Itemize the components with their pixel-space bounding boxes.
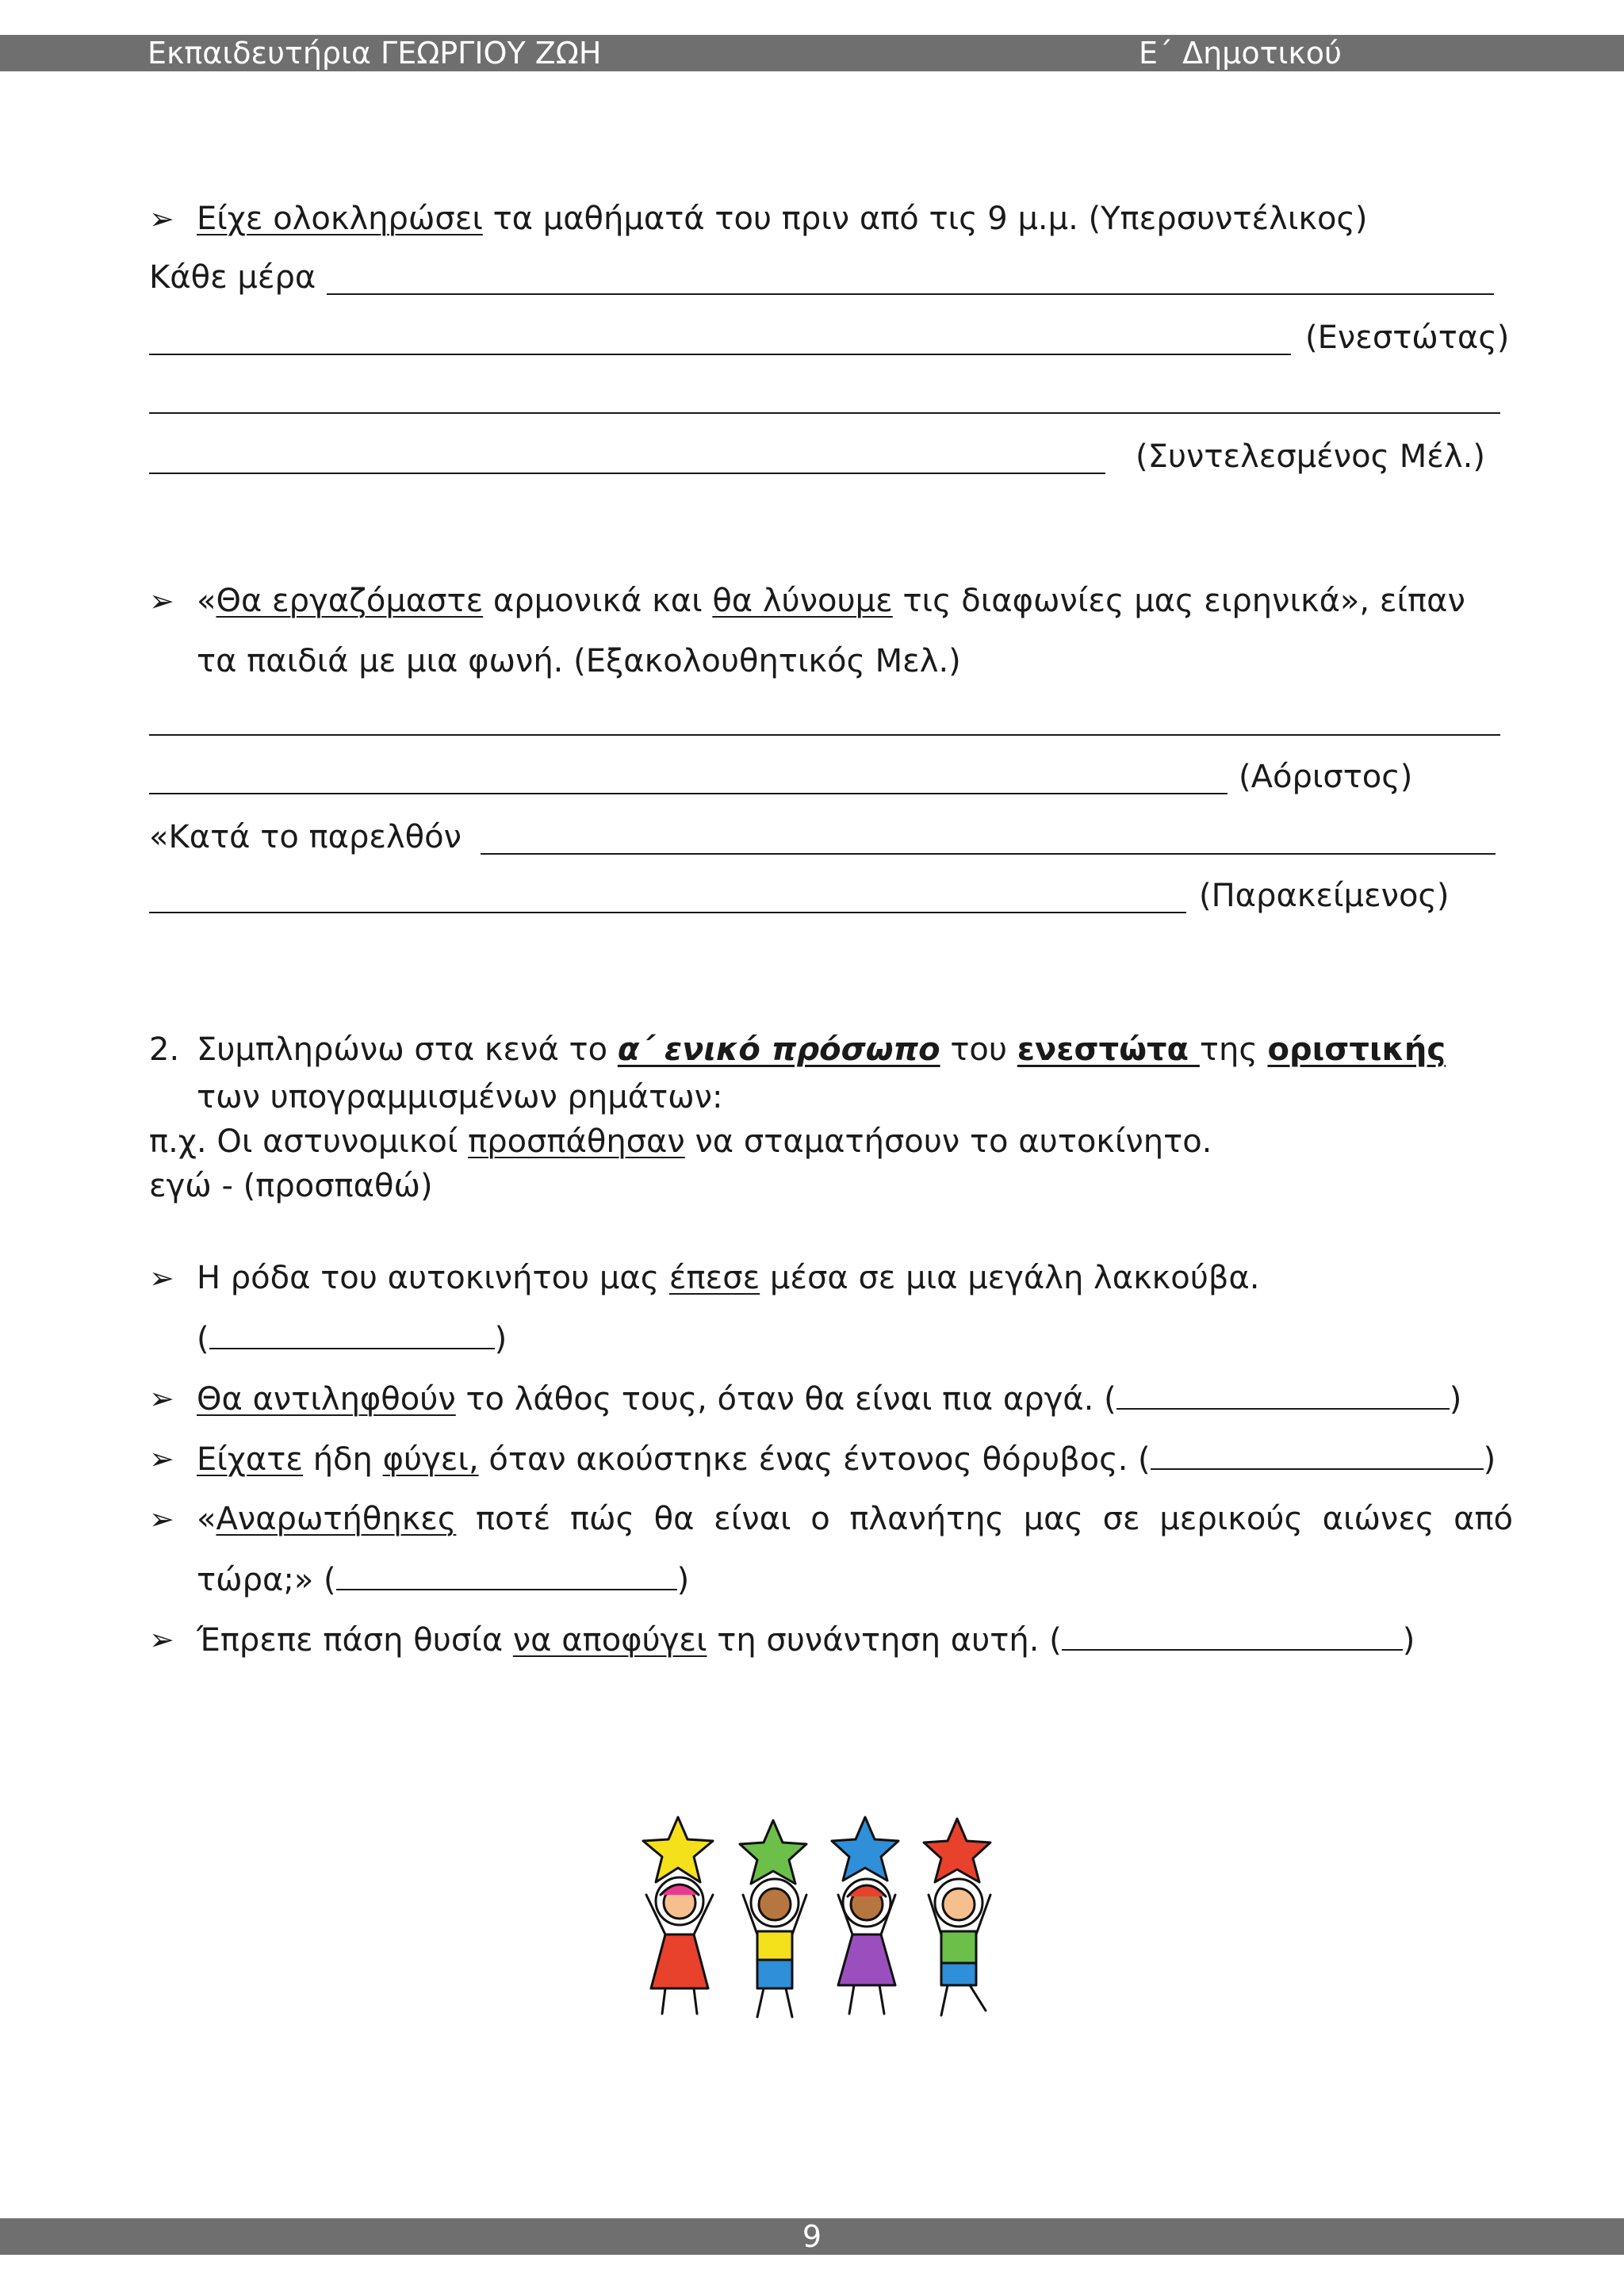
tense-label: (Αόριστος) <box>1239 759 1413 795</box>
answer-line[interactable] <box>481 853 1496 855</box>
answer-line[interactable] <box>149 793 1228 794</box>
answer-line[interactable] <box>149 473 1105 474</box>
ex1-item1-sentence: Είχε ολοκληρώσει τα μαθήματά του πριν από τις 9 μ.μ. (Υπερσυντέλικος) <box>197 201 1368 237</box>
answer-blank[interactable] <box>336 1560 677 1590</box>
answer-line-label: «Κατά το παρελθόν <box>149 819 462 855</box>
exercise-number: 2. <box>149 1031 180 1068</box>
arrow-bullet-icon: ➢ <box>149 1502 174 1536</box>
answer-line[interactable] <box>149 734 1500 736</box>
tense-label: (Παρακείμενος) <box>1199 878 1450 914</box>
exercise-instruction: Συμπληρώνω στα κενά το α΄ ενικό πρόσωπο του ενεστώτα της οριστικής <box>197 1031 1446 1068</box>
ex2-item-3: Είχατε ήδη φύγει, όταν ακούστηκε ένας έντονος θόρυβος. ( ) <box>197 1441 1496 1478</box>
answer-line[interactable] <box>327 293 1494 295</box>
star-icon <box>643 1817 713 1882</box>
answer-line[interactable] <box>149 354 1291 355</box>
ex2-item-4-cont: τώρα;» ( ) <box>197 1562 690 1598</box>
arrow-bullet-icon: ➢ <box>149 201 174 236</box>
ex2-item-1-answer: ( ) <box>197 1321 508 1357</box>
header-bar <box>0 35 1624 71</box>
arrow-bullet-icon: ➢ <box>149 1261 174 1295</box>
underlined-verb: Είχε ολοκληρώσει <box>197 201 483 237</box>
ex1-item2-sentence-cont: τα παιδιά με μια φωνή. (Εξακολουθητικός Μελ.) <box>197 643 961 679</box>
tense-label: (Συντελεσμένος Μέλ.) <box>1136 438 1485 475</box>
arrow-bullet-icon: ➢ <box>149 584 174 618</box>
school-name: Εκπαιδευτήρια ΓΕΩΡΓΙΟΥ ΖΩΗ <box>147 36 602 71</box>
ex2-item-1: Η ρόδα του αυτοκινήτου μας έπεσε μέσα σε μια μεγάλη λακκούβα. <box>197 1260 1260 1296</box>
kids-with-stars-illustration <box>630 1816 1019 2030</box>
answer-line-label: Κάθε μέρα <box>149 259 316 296</box>
underlined-verb: Θα εργαζόμαστε <box>216 583 484 619</box>
answer-blank[interactable] <box>209 1319 495 1349</box>
tense-label: (Ενεστώτας) <box>1305 320 1510 356</box>
answer-line[interactable] <box>149 912 1186 913</box>
ex2-item-5: Έπρεπε πάση θυσία να αποφύγει τη συνάντηση αυτή. ( ) <box>197 1622 1415 1659</box>
ex2-item-2: Θα αντιληφθούν το λάθος τους, όταν θα είναι πια αργά. ( ) <box>197 1381 1462 1418</box>
grade-label: Ε΄ Δημοτικού <box>1139 36 1342 71</box>
answer-blank[interactable] <box>1151 1440 1484 1470</box>
arrow-bullet-icon: ➢ <box>149 1441 174 1476</box>
footer-bar <box>0 2218 1624 2255</box>
arrow-bullet-icon: ➢ <box>149 1381 174 1416</box>
exercise-instruction-cont: των υπογραμμισμένων ρημάτων: <box>197 1079 723 1115</box>
ex1-item2-sentence: «Θα εργαζόμαστε αρμονικά και θα λύνουμε τις διαφωνίες μας ειρηνικά», είπαν <box>197 583 1465 619</box>
example-sentence: π.χ. Οι αστυνομικοί προσπάθησαν να σταματήσουν το αυτοκίνητο. <box>149 1123 1212 1160</box>
answer-line[interactable] <box>149 412 1500 414</box>
answer-blank[interactable] <box>1116 1380 1450 1410</box>
answer-blank[interactable] <box>1062 1621 1403 1651</box>
underlined-verb: θα λύνουμε <box>712 583 893 619</box>
page-number: 9 <box>802 2219 822 2254</box>
ex2-item-4: «Αναρωτήθηκες ποτέ πώς θα είναι ο πλανήτης μας σε μερικούς αιώνες από <box>197 1501 1513 1537</box>
example-answer: εγώ - (προσπαθώ) <box>149 1168 433 1204</box>
arrow-bullet-icon: ➢ <box>149 1622 174 1657</box>
